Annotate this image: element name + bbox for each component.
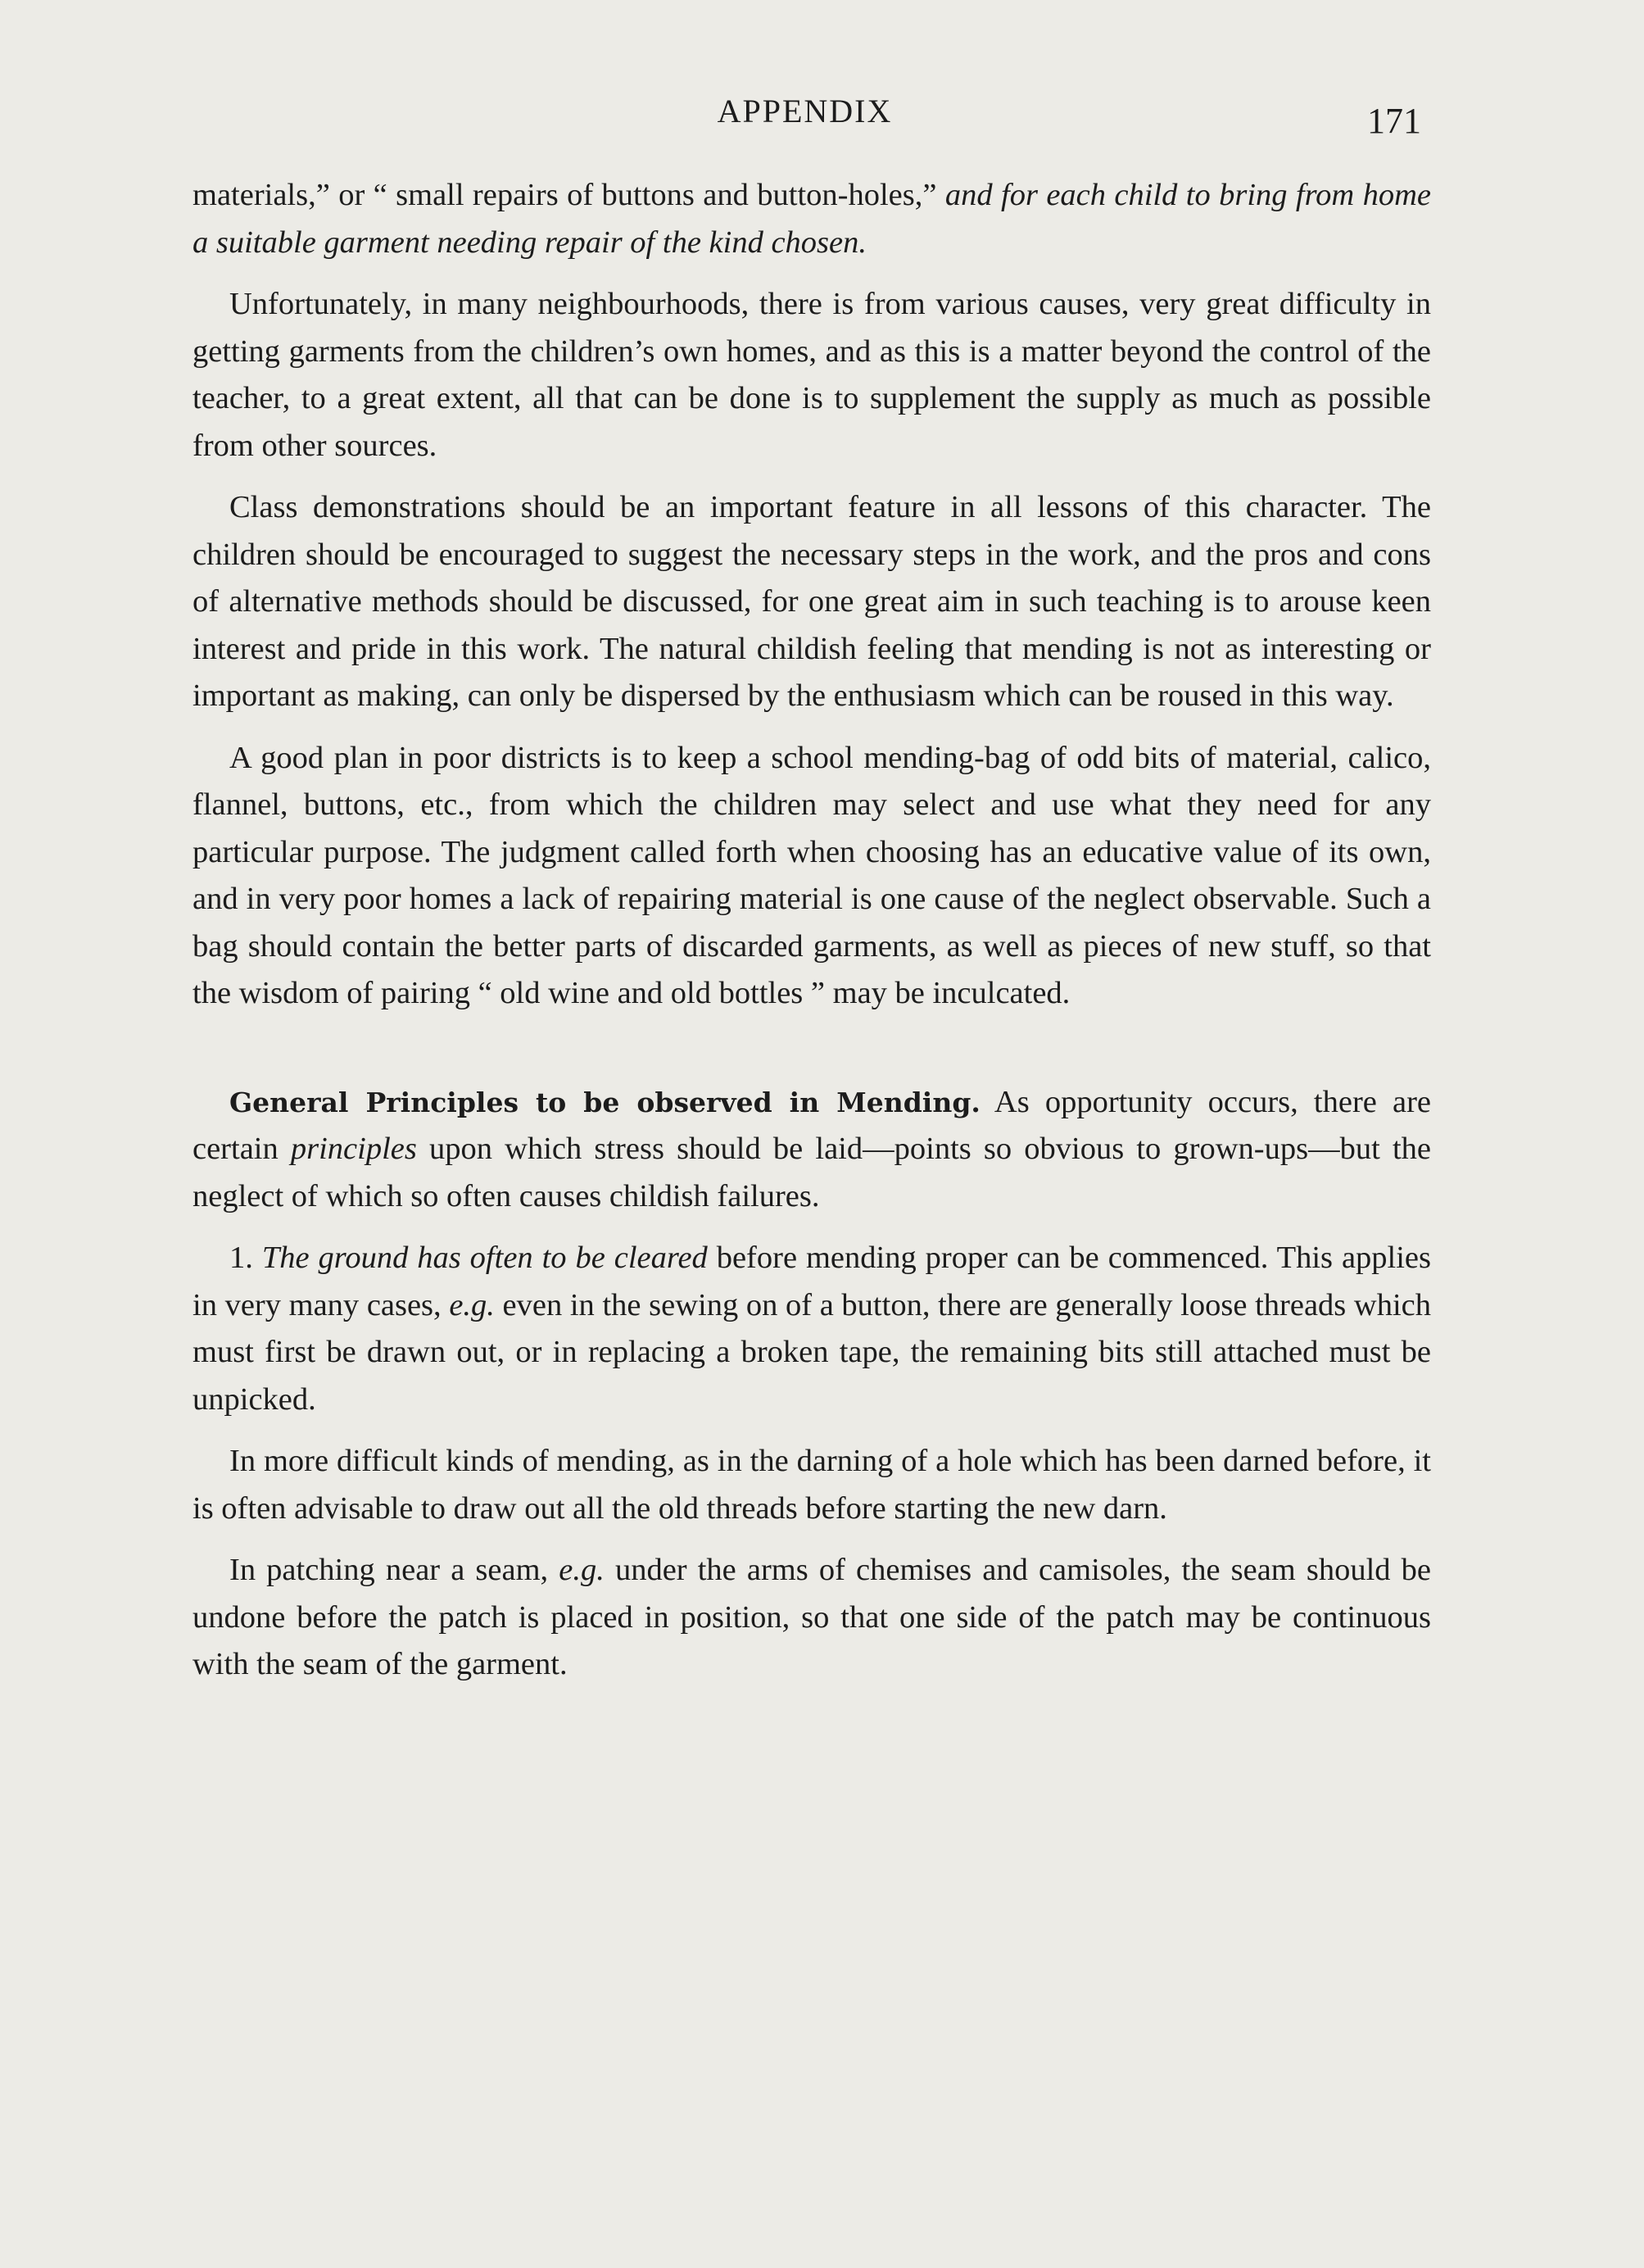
- page-number: 171: [1367, 101, 1421, 141]
- paragraph-difficult-mending: [192, 1438, 1431, 1532]
- text-run: In patching near a seam,: [229, 1553, 559, 1587]
- text-run: As opportunity occurs, there are certain: [192, 1084, 1431, 1166]
- paragraph-mending-bag: [192, 735, 1431, 1018]
- text-run: Unfortunately, in many neighbourhoods, there is from various causes, very great difficulty in getting garments from the children’s own homes, and as this is a matter beyond the control of the teacher, to a great extent, all that can be done is to supplement the supply as much as possible from other sources.: [192, 287, 1431, 463]
- text-run-italic: principles: [290, 1132, 417, 1166]
- paragraph-unfortunately: [192, 281, 1431, 469]
- text-run: A good plan in poor districts is to keep a school mending-bag of odd bits of material, calico, flannel, buttons, etc., from which the children may select and use what they need for any particular purpose. The judgment called forth when choosing has an educative value of its own, and in very poor homes a lack of repairing material is one cause of the neglect observable. Such a bag should contain the better parts of discarded garments, as well as pieces of new stuff, so that the wisdom of pairing “ old wine and old bottles ” may be inculcated.: [192, 740, 1431, 1010]
- text-run: even in the sewing on of a button, there are generally loose threads which must first be drawn out, or in replacing a broken tape, the remaining bits still attached must be unpicked.: [192, 1287, 1431, 1417]
- text-run-italic: e.g.: [559, 1553, 605, 1587]
- text-run: before mending proper can be commenced. This applies in very many cases,: [192, 1241, 1432, 1322]
- section-heading: General Principles to be observed in Mending.: [229, 1086, 981, 1118]
- text-run: materials,” or “ small repairs of buttons and button-holes,”: [192, 178, 945, 212]
- text-run-italic: and for each child to bring from home a suitable garment needing repair of the kind chosen.: [192, 178, 1431, 260]
- paragraph-principle-1: [192, 1235, 1431, 1423]
- running-head: [0, 88, 1644, 141]
- paragraph-materials-continued: [192, 172, 1431, 266]
- text-run-italic: e.g.: [449, 1287, 495, 1322]
- text-run: under the arms of chemises and camisoles, the seam should be undone before the patch is placed in position, so that one side of the patch may be continuous with the seam of the garment.: [192, 1553, 1431, 1681]
- running-title: APPENDIX: [717, 93, 893, 129]
- text-run-italic: The ground has often to be cleared: [261, 1241, 708, 1275]
- paragraph-general-principles: [192, 1079, 1431, 1221]
- paragraph-patching: [192, 1547, 1431, 1689]
- body-text: [192, 172, 1431, 1703]
- list-number: 1.: [229, 1241, 262, 1275]
- paragraph-class-demonstrations: [192, 484, 1431, 720]
- text-run: Class demonstrations should be an important feature in all lessons of this character. The children should be encouraged to suggest the necessary steps in the work, and the pros and cons of alternative methods should be discussed, for one great aim in such teaching is to arouse keen interest and pride in this work. The natural childish feeling that mending is not as interesting or important as making, can only be dispersed by the enthusiasm which can be roused in this way.: [192, 490, 1431, 713]
- text-run: upon which stress should be laid—points so obvious to grown-ups—but the neglect of which so often causes childish failures.: [192, 1132, 1431, 1213]
- text-run: In more difficult kinds of mending, as in the darning of a hole which has been darned before, it is often advisable to draw out all the old threads before starting the new darn.: [192, 1444, 1431, 1526]
